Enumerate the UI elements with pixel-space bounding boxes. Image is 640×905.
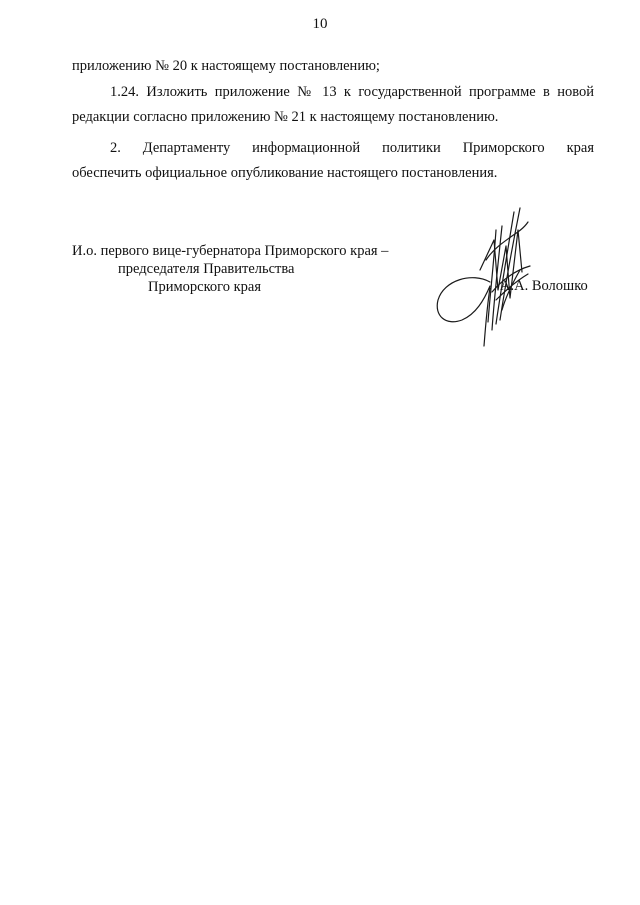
- page-number: 10: [312, 16, 328, 32]
- text-line: обеспечить официальное опубликование настоящего постановления.: [72, 165, 498, 181]
- signer-name: А.А. Волошко: [500, 278, 588, 294]
- text-line: приложению № 20 к настоящему постановлению;: [72, 58, 380, 74]
- paragraph-continuation: [72, 54, 594, 79]
- signatory-title-line: председателя Правительства: [118, 261, 295, 277]
- text-line: 1.24. Изложить приложение № 13 к государственной программе в новой: [110, 84, 594, 100]
- signatory-title-line: И.о. первого вице-губернатора Приморского края –: [72, 243, 389, 259]
- paragraph-item-2: [72, 136, 594, 186]
- signature-icon: [432, 200, 562, 350]
- text-line: 2. Департаменту информационной политики Приморского края: [110, 140, 594, 156]
- signatory-title-line: Приморского края: [148, 279, 262, 295]
- paragraph-item-1-24: [72, 80, 594, 130]
- text-line: редакции согласно приложению № 21 к настоящему постановлению.: [72, 109, 499, 125]
